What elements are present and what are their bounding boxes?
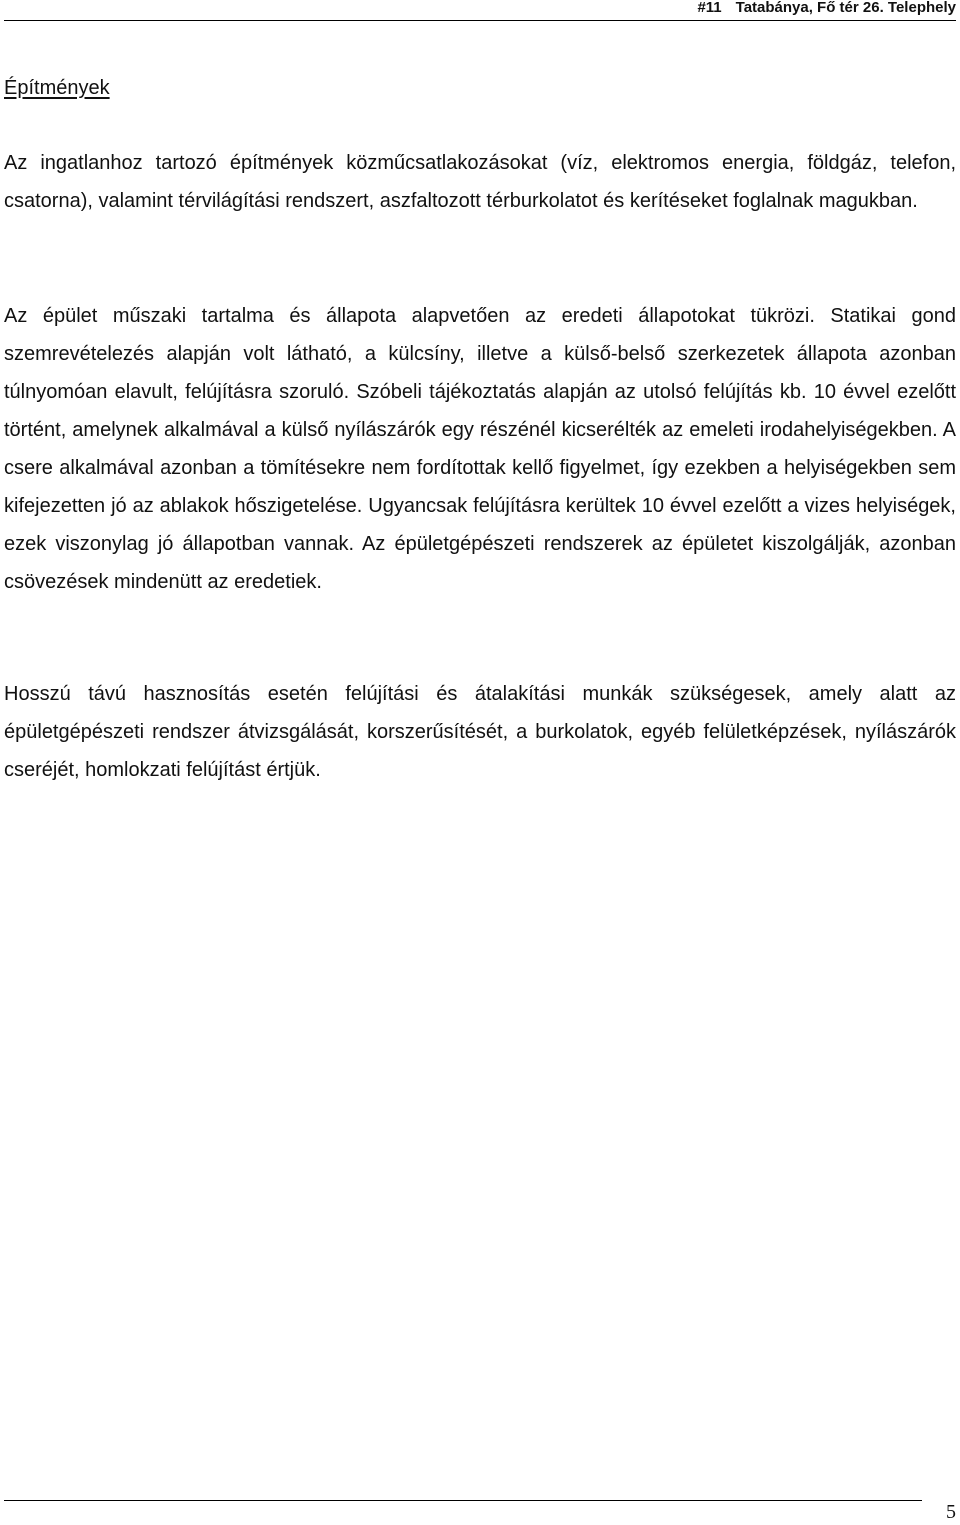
footer-divider <box>4 1500 922 1501</box>
paragraph-building-condition: Az épület műszaki tartalma és állapota alapvetően az eredeti állapotokat tükrözi. Statikai gond szemrevételezés alapján volt látható, a külcsíny, illetve a külső-belső szerkezetek állapota azonban túlnyomóan elavult, felújításra szoruló. Szóbeli tájékoztatás alapján az utolsó felújítás kb. 10 évvel ezelőtt történt, amelynek alkalmával a külső nyílászárók egy részénél kicserélték az emeleti irodahelyiségekben. A csere alkalmával azonban a tömítésekre nem fordítottak kellő figyelmet, így ezekben a helyiségekben sem kifejezetten jó az ablakok hőszigetelése. Ugyancsak felújításra kerültek 10 évvel ezelőtt a vizes helyiségek, ezek viszonylag jó állapotban vannak. Az épületgépészeti rendszerek az épületet kiszolgálják, azonban csövezések mindenütt az eredetiek. <box>4 305 956 593</box>
page-header <box>4 0 956 21</box>
header-location: Tatabánya, Fő tér 26. Telephely <box>735 0 956 16</box>
section-title: Építmények <box>4 77 110 99</box>
paragraph-infrastructure: Az ingatlanhoz tartozó építmények közműcsatlakozásokat (víz, elektromos energia, földgáz, telefon, csatorna), valamint térvilágítási rendszert, aszfaltozott térburkolatot és kerítéseket foglalnak magukban. <box>4 152 956 212</box>
header-number: #11 <box>697 0 722 16</box>
page-number: 5 <box>946 1501 956 1523</box>
paragraph-long-term-use: Hosszú távú hasznosítás esetén felújítási és átalakítási munkák szükségesek, amely alatt az épületgépészeti rendszer átvizsgálását, korszerűsítését, a burkolatok, egyéb felületképzések, nyílászárók cseréjét, homlokzati felújítást értjük. <box>4 683 956 781</box>
